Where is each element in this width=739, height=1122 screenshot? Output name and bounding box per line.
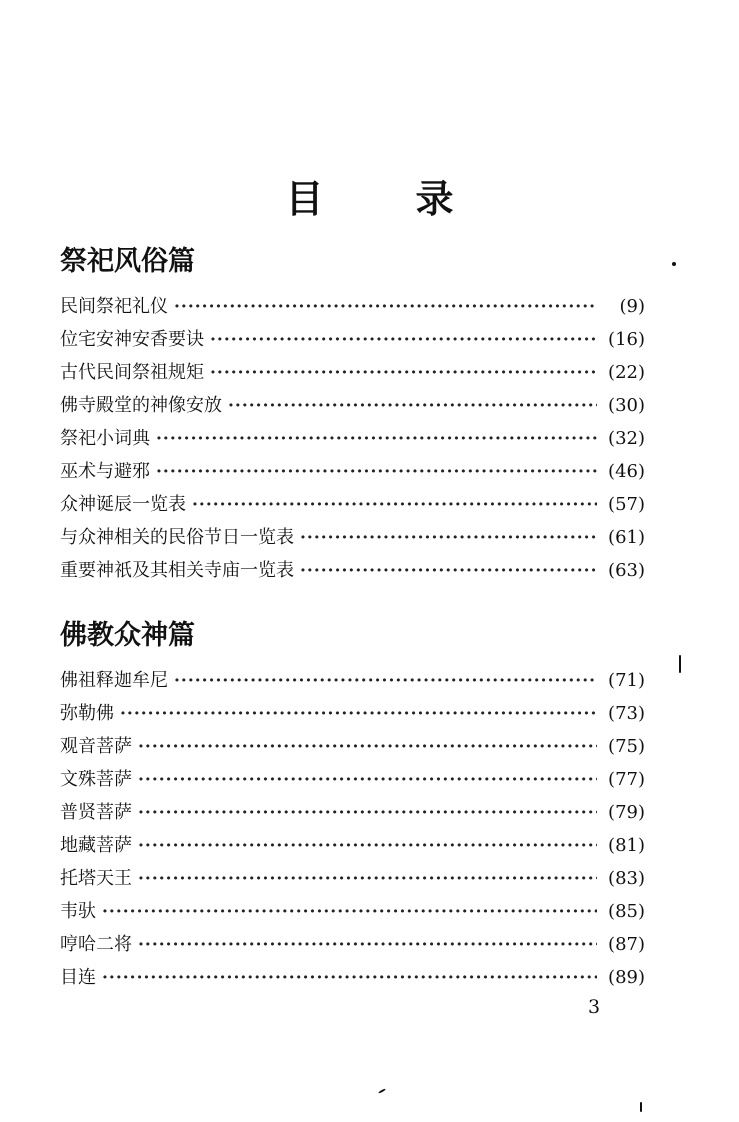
- toc-entry-title: 古代民间祭祖规矩: [60, 362, 204, 383]
- toc-entry-title: 托塔天王: [60, 868, 132, 889]
- toc-entry-page: (46): [608, 461, 645, 482]
- toc-entry-page: (83): [608, 868, 645, 889]
- toc-section-buddhist-deities: [60, 612, 645, 994]
- toc-entry-page: (9): [619, 296, 645, 317]
- toc-entry-page: (89): [608, 967, 645, 988]
- dot-leader: [102, 895, 597, 929]
- dot-leader: [156, 455, 597, 489]
- dot-leader: [138, 730, 597, 764]
- dot-leader: [120, 697, 597, 731]
- toc-entry-title: 目连: [60, 967, 96, 988]
- toc-entry-title: 重要神祇及其相关寺庙一览表: [60, 560, 294, 581]
- title-char-2: 录: [415, 177, 454, 221]
- toc-entry-title: 韦驮: [60, 901, 96, 922]
- toc-entry-title: 哼哈二将: [60, 934, 132, 955]
- toc-entry-title: 文殊菩萨: [60, 769, 132, 790]
- toc-entry-page: (32): [608, 428, 645, 449]
- toc-entry-page: (85): [608, 901, 645, 922]
- toc-entry[interactable]: [60, 356, 645, 389]
- toc-entry-page: (16): [608, 329, 645, 350]
- toc-entry[interactable]: [60, 961, 645, 994]
- dot-leader: [102, 961, 597, 995]
- toc-entry-page: (57): [608, 494, 645, 515]
- dot-leader: [138, 763, 597, 797]
- scan-speck: [679, 655, 681, 673]
- dot-leader: [138, 829, 597, 863]
- toc-entry-title: 佛寺殿堂的神像安放: [60, 395, 222, 416]
- toc-entry-page: (75): [608, 736, 645, 757]
- toc-entry-title: 普贤菩萨: [60, 802, 132, 823]
- toc-entry[interactable]: [60, 763, 645, 796]
- toc-entry-title: 弥勒佛: [60, 703, 114, 724]
- toc-entry-title: 祭祀小词典: [60, 428, 150, 449]
- toc-entry[interactable]: [60, 323, 645, 356]
- toc-entry[interactable]: [60, 928, 645, 961]
- toc-entry-page: (71): [608, 670, 645, 691]
- dot-leader: [174, 290, 597, 324]
- toc-entry[interactable]: [60, 488, 645, 521]
- page-title: [0, 168, 739, 223]
- toc-entry-title: 地藏菩萨: [60, 835, 132, 856]
- toc-entry[interactable]: [60, 829, 645, 862]
- toc-entry-page: (77): [608, 769, 645, 790]
- toc-entry[interactable]: [60, 664, 645, 697]
- toc-entry[interactable]: [60, 290, 645, 323]
- toc-entry[interactable]: [60, 389, 645, 422]
- toc-entry-title: 位宅安神安香要诀: [60, 329, 204, 350]
- toc-entry[interactable]: [60, 455, 645, 488]
- scan-speck: [640, 1102, 642, 1112]
- toc-entry-page: (73): [608, 703, 645, 724]
- dot-leader: [138, 796, 597, 830]
- section-heading: 佛教众神篇: [60, 620, 195, 651]
- toc-entry-page: (79): [608, 802, 645, 823]
- dot-leader: [138, 862, 597, 896]
- toc-entry[interactable]: [60, 730, 645, 763]
- toc-entry-page: (87): [608, 934, 645, 955]
- dot-leader: [210, 323, 597, 357]
- toc-entry-page: (30): [608, 395, 645, 416]
- dot-leader: [228, 389, 597, 423]
- toc-entry[interactable]: [60, 521, 645, 554]
- dot-leader: [192, 488, 597, 522]
- toc-list: [60, 290, 645, 587]
- toc-entry-page: (22): [608, 362, 645, 383]
- toc-list: [60, 664, 645, 994]
- toc-entry-title: 民间祭祀礼仪: [60, 296, 168, 317]
- toc-entry-title: 观音菩萨: [60, 736, 132, 757]
- toc-entry-title: 与众神相关的民俗节日一览表: [60, 527, 294, 548]
- dot-leader: [300, 554, 597, 588]
- toc-entry[interactable]: [60, 697, 645, 730]
- toc-entry[interactable]: [60, 554, 645, 587]
- toc-entry-page: (81): [608, 835, 645, 856]
- toc-entry-page: (63): [608, 560, 645, 581]
- toc-section-rituals: [60, 238, 645, 587]
- toc-entry[interactable]: [60, 422, 645, 455]
- title-char-1: 目: [285, 177, 324, 221]
- toc-entry-title: 巫术与避邪: [60, 461, 150, 482]
- toc-entry-page: (61): [608, 527, 645, 548]
- toc-entry-title: 佛祖释迦牟尼: [60, 670, 168, 691]
- toc-entry[interactable]: [60, 796, 645, 829]
- toc-entry[interactable]: [60, 895, 645, 928]
- toc-entry-title: 众神诞辰一览表: [60, 494, 186, 515]
- dot-leader: [156, 422, 597, 456]
- dot-leader: [210, 356, 597, 390]
- page-number: 3: [588, 996, 601, 1018]
- scan-speck: [378, 1088, 386, 1094]
- dot-leader: [300, 521, 597, 555]
- toc-entry[interactable]: [60, 862, 645, 895]
- section-heading: 祭祀风俗篇: [60, 246, 195, 277]
- dot-leader: [174, 664, 597, 698]
- scan-speck: [672, 262, 676, 266]
- dot-leader: [138, 928, 597, 962]
